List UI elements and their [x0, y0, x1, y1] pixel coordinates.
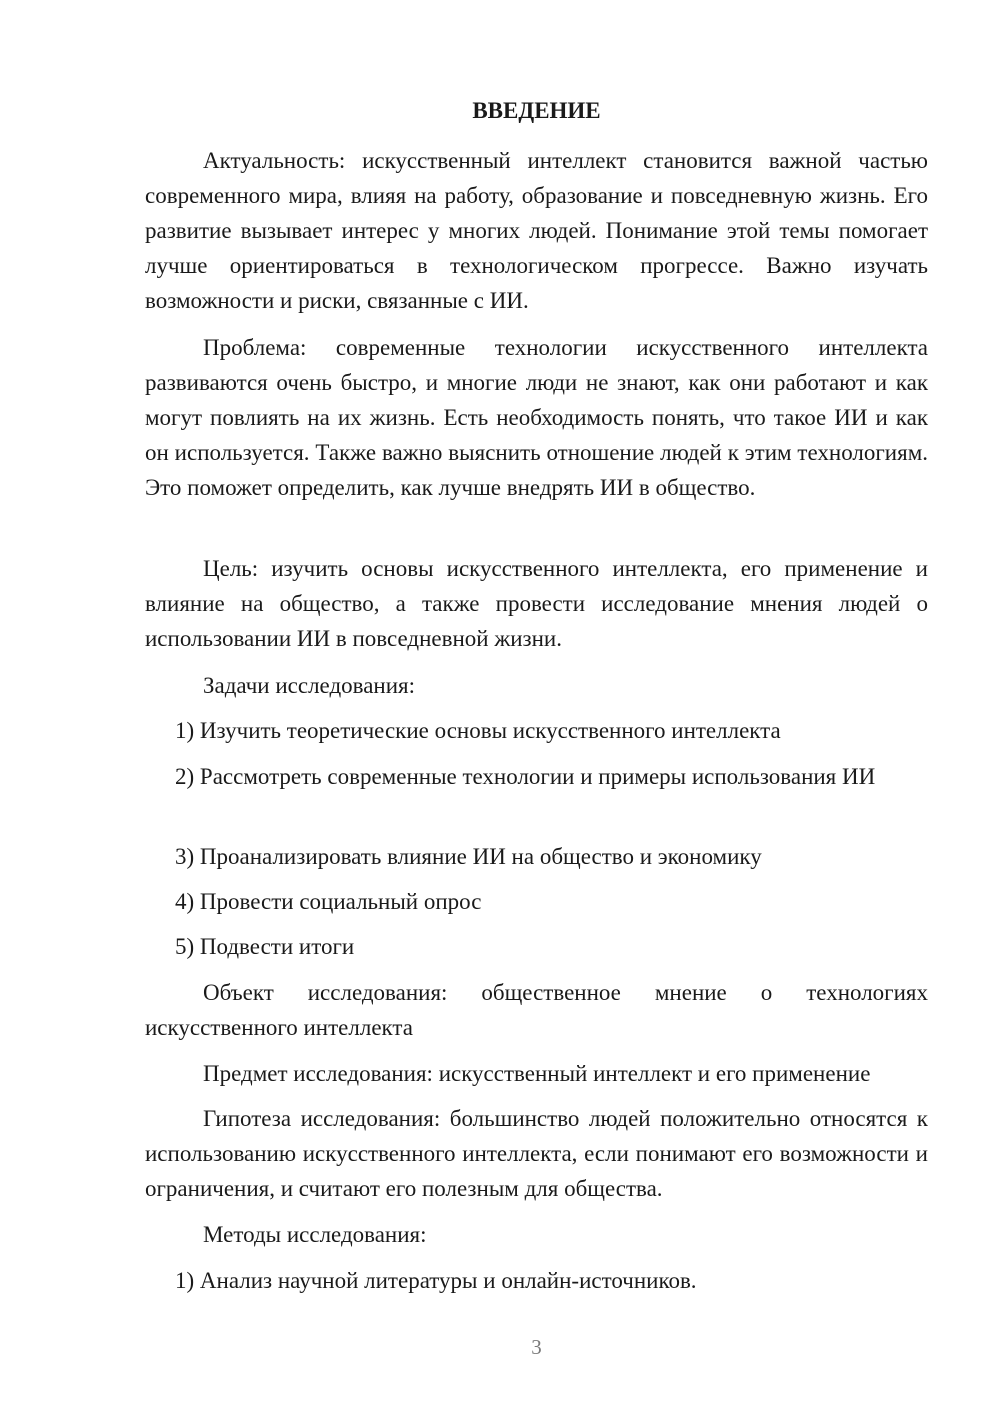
method-item: 1) Анализ научной литературы и онлайн-источников. [175, 1268, 697, 1293]
task-item: 1) Изучить теоретические основы искусственного интеллекта [175, 718, 781, 743]
task-item: 4) Провести социальный опрос [175, 889, 482, 914]
task-item: 5) Подвести итоги [175, 934, 355, 959]
relevance-paragraph: Актуальность: искусственный интеллект становится важной частью современного мира, влияя на работу, образование и повседневную жизнь. Его развитие вызывает интерес у многих людей. Понимание этой темы помогает лучше ориентироваться в технологическом прогрессе. Важно изучать возможности и риски, связанные с ИИ. [145, 148, 928, 313]
object-paragraph: Объект исследования: общественное мнение о технологиях искусственного интеллекта [145, 980, 928, 1040]
page-number: 3 [531, 1335, 542, 1359]
section-title: ВВЕДЕНИЕ [472, 98, 601, 123]
problem-paragraph: Проблема: современные технологии искусственного интеллекта развиваются очень быстро, и многие люди не знают, как они работают и как могут повлиять на их жизнь. Есть необходимость понять, что такое ИИ и как он используется. Также важно выяснить отношение людей к этим технологиям. Это поможет определить, как лучше внедрять ИИ в общество. [145, 335, 928, 500]
task-item: 2) Рассмотреть современные технологии и примеры использования ИИ [175, 764, 876, 789]
subject-paragraph: Предмет исследования: искусственный интеллект и его применение [203, 1061, 871, 1086]
document-page [145, 0, 928, 1414]
goal-paragraph: Цель: изучить основы искусственного интеллекта, его применение и влияние на общество, а также провести исследование мнения людей о использовании ИИ в повседневной жизни. [145, 556, 928, 651]
hypothesis-paragraph: Гипотеза исследования: большинство людей положительно относятся к использованию искусственного интеллекта, если понимают его возможности и ограничения, и считают его полезным для общества. [145, 1106, 928, 1201]
methods-heading: Методы исследования: [203, 1222, 427, 1247]
tasks-heading: Задачи исследования: [203, 673, 416, 698]
task-item: 3) Проанализировать влияние ИИ на общество и экономику [175, 844, 762, 869]
